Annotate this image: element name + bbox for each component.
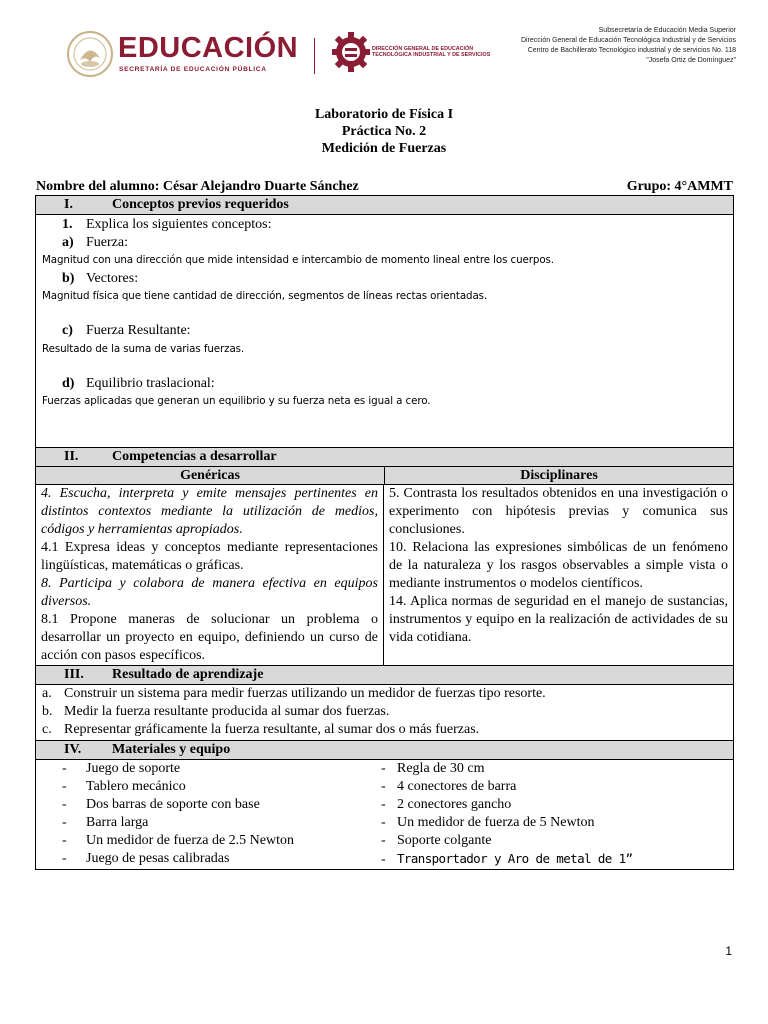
material-item: - Soporte colgante: [381, 833, 492, 848]
institution-line: Subsecretaría de Educación Media Superior: [598, 27, 736, 34]
institution-line: Centro de Bachillerato Tecnológico industrial y de servicios No. 118: [527, 47, 736, 54]
concept-answer: Magnitud física que tiene cantidad de dirección, segmentos de líneas rectas orientadas.: [42, 290, 488, 302]
outcome-item: a. Construir un sistema para medir fuerzas utilizando un medidor de fuerzas tipo resorte.: [42, 686, 546, 701]
student-name: Nombre del alumno: César Alejandro Duarte Sánchez: [36, 179, 359, 194]
institution-info: [521, 26, 736, 66]
document-titles: [0, 106, 768, 157]
materials-list: [36, 760, 733, 869]
header-divider: [314, 38, 315, 74]
material-item: - Transportador y Aro de metal de 1”: [381, 851, 633, 867]
material-item: - Dos barras de soporte con base: [62, 797, 260, 812]
section-header: IV. Materiales y equipo: [36, 741, 733, 760]
concept-question: a) Fuerza:: [62, 235, 128, 250]
material-item: - 2 conectores gancho: [381, 797, 512, 812]
section-header: I. Conceptos previos requeridos: [36, 196, 733, 215]
materials-right-column: [381, 760, 733, 869]
outcome-item: b. Medir la fuerza resultante producida al sumar dos fuerzas.: [42, 704, 390, 719]
practice-number: Práctica No. 2: [341, 124, 427, 139]
brand-title: EDUCACIÓN: [118, 32, 299, 64]
concept-question: c) Fuerza Resultante:: [62, 323, 191, 338]
material-item: - 4 conectores de barra: [381, 779, 517, 794]
competencies-columns: [36, 467, 733, 485]
page-number: 1: [725, 944, 732, 958]
material-item: - Regla de 30 cm: [381, 761, 485, 776]
brand-subtitle: SECRETARÍA DE EDUCACIÓN PÚBLICA: [119, 66, 267, 73]
material-item: - Tablero mecánico: [62, 779, 186, 794]
competency-item: 8. Participa y colabora de manera efectiva en equipos diversos.: [41, 576, 378, 609]
materials-left-column: [36, 760, 381, 869]
institution-line: "Josefa Ortiz de Domínguez": [646, 57, 736, 64]
outcome-item: c. Representar gráficamente la fuerza resultante, al sumar dos o más fuerzas.: [42, 722, 480, 737]
concepts-intro: 1. Explica los siguientes conceptos:: [62, 217, 272, 232]
section-header: II. Competencias a desarrollar: [36, 448, 733, 467]
concept-answer: Resultado de la suma de varias fuerzas.: [42, 343, 245, 355]
dgeti-gear-logo-icon: [332, 30, 370, 74]
material-item: - Un medidor de fuerza de 2.5 Newton: [62, 833, 294, 848]
competencies-body: [36, 485, 733, 666]
concept-answer: Fuerzas aplicadas que generan un equilibrio y su fuerza neta es igual a cero.: [42, 395, 431, 407]
student-info: [36, 179, 733, 196]
material-item: - Juego de pesas calibradas: [62, 851, 230, 866]
disciplinary-column-header: Disciplinares: [520, 468, 598, 483]
competency-item: 4. Escucha, interpreta y emite mensajes pertinentes en distintos contextos mediante la utilización de medios, códigos y herramientas apropiados.: [41, 486, 378, 537]
lab-title: Laboratorio de Física I: [314, 107, 454, 122]
generic-column-header: Genéricas: [36, 467, 385, 484]
competency-item: 14. Aplica normas de seguridad en el manejo de sustancias, instrumentos y equipo en la realización de actividades de su vida cotidiana.: [389, 594, 728, 645]
competency-item: 10. Relaciona las expresiones simbólicas de un fenómeno de la naturaleza y los rasgos observables a simple vista o mediante instrumentos o modelos científicos.: [389, 540, 728, 591]
generic-competencies: [36, 485, 384, 665]
concept-question: d) Equilibrio traslacional:: [62, 376, 215, 391]
institution-line: Dirección General de Educación Tecnológica Industrial y de Servicios: [520, 37, 736, 44]
mexican-coat-of-arms-icon: [66, 28, 114, 80]
dgeti-name: DIRECCIÓN GENERAL DE EDUCACIÓN TECNOLÓGICA INDUSTRIAL Y DE SERVICIOS: [372, 46, 491, 59]
student-group: Grupo: 4°AMMT: [626, 179, 733, 194]
practice-table: [35, 195, 734, 870]
concept-question: b) Vectores:: [62, 271, 139, 286]
material-item: - Juego de soporte: [62, 761, 181, 776]
concepts-section: [36, 215, 733, 448]
letterhead: [60, 26, 736, 86]
competency-item: 8.1 Propone maneras de solucionar un problema o desarrollar un proyecto en equipo, definiendo un curso de acción con pasos específicos.: [41, 612, 378, 663]
concept-answer: Magnitud con una dirección que mide intensidad e intercambio de momento lineal entre los cuerpos.: [42, 254, 554, 266]
learning-outcomes: [36, 685, 733, 741]
material-item: - Un medidor de fuerza de 5 Newton: [381, 815, 595, 830]
section-header: III. Resultado de aprendizaje: [36, 666, 733, 685]
material-item: - Barra larga: [62, 815, 149, 830]
competency-item: 5. Contrasta los resultados obtenidos en una investigación o experimento con hipótesis previas y comunica sus conclusiones.: [389, 486, 728, 537]
competency-item: 4.1 Expresa ideas y conceptos mediante representaciones lingüísticas, matemáticas o gráficas.: [41, 540, 378, 573]
practice-title: Medición de Fuerzas: [321, 141, 447, 156]
disciplinary-competencies: [384, 485, 733, 665]
